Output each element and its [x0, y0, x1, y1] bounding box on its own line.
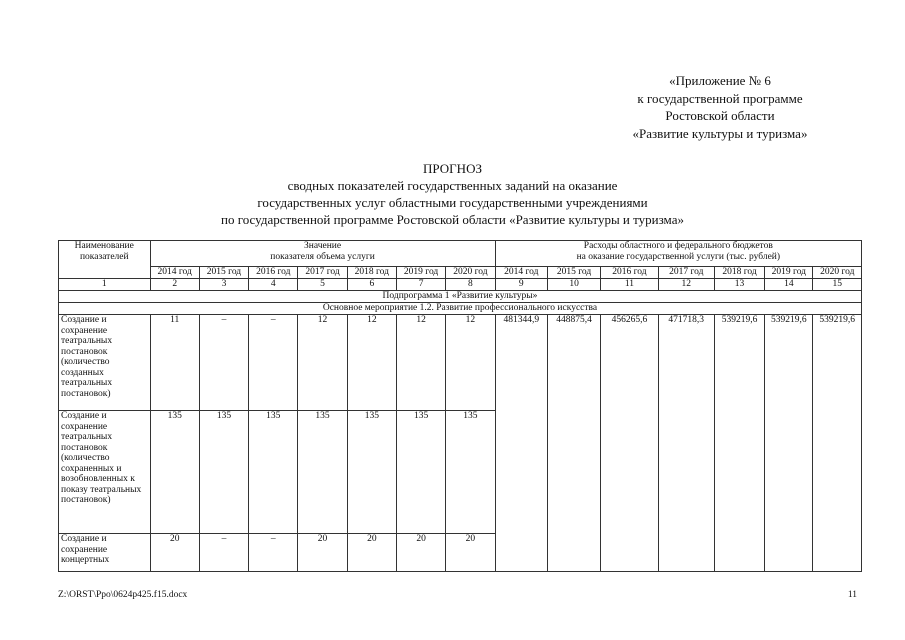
column-number: 6 — [347, 279, 396, 291]
year-header: 2017 год — [658, 267, 714, 279]
value-cell: 11 — [150, 315, 199, 411]
year-header: 2015 год — [199, 267, 248, 279]
expense-header-line-1: Расходы областного и федерального бюджетов — [583, 241, 773, 251]
forecast-table — [58, 240, 862, 572]
value-cell: 12 — [347, 315, 396, 411]
value-cell: 135 — [446, 411, 495, 534]
expense-cell: 539219,6 — [765, 315, 813, 572]
column-number: 15 — [813, 279, 862, 291]
year-header: 2018 год — [347, 267, 396, 279]
value-cell: 20 — [446, 534, 495, 572]
column-number: 9 — [495, 279, 547, 291]
value-cell: 20 — [347, 534, 396, 572]
year-header: 2015 год — [547, 267, 600, 279]
value-cell: 20 — [150, 534, 199, 572]
column-number: 8 — [446, 279, 495, 291]
column-number: 4 — [249, 279, 298, 291]
title-line-3: государственных услуг областными государственными учреждениями — [257, 195, 648, 210]
appendix-header — [590, 72, 850, 142]
file-path: Z:\ORST\Ppo\0624p425.f15.docx — [58, 590, 188, 600]
year-header: 2018 год — [714, 267, 764, 279]
indicator-name: Создание и сохранение театральных постановок (количество сохраненных и возобновленных к показу театральных постановок) — [59, 411, 151, 534]
expense-cell: 539219,6 — [813, 315, 862, 572]
header-row-years — [59, 267, 862, 279]
expense-cell: 539219,6 — [714, 315, 764, 572]
column-number: 3 — [199, 279, 248, 291]
appendix-line-2: к государственной программе — [637, 90, 803, 106]
value-cell: 20 — [298, 534, 347, 572]
title-line-2: сводных показателей государственных заданий на оказание — [287, 178, 618, 193]
appendix-line-3: Ростовской области — [665, 108, 775, 123]
indicator-name: Создание и сохранение театральных постановок (количество созданных театральных постановок) — [59, 315, 151, 411]
year-header: 2019 год — [396, 267, 445, 279]
expense-cell: 481344,9 — [495, 315, 547, 572]
value-cell: – — [249, 315, 298, 411]
main-event-title: Основное мероприятие 1.2. Развитие профессионального искусства — [59, 303, 862, 315]
value-cell: – — [199, 315, 248, 411]
year-header: 2014 год — [150, 267, 199, 279]
page-number: 11 — [847, 590, 857, 600]
title-main: ПРОГНОЗ — [423, 161, 482, 176]
column-number-row — [59, 279, 862, 291]
column-number: 14 — [765, 279, 813, 291]
value-cell: 12 — [446, 315, 495, 411]
value-header-line-2: показателя объема услуги — [270, 251, 375, 262]
column-number: 5 — [298, 279, 347, 291]
main-event-row — [59, 303, 862, 315]
value-cell: 12 — [298, 315, 347, 411]
value-cell: 135 — [396, 411, 445, 534]
value-cell: 135 — [199, 411, 248, 534]
value-cell: 135 — [249, 411, 298, 534]
column-number: 7 — [396, 279, 445, 291]
value-cell: – — [199, 534, 248, 572]
document-title — [0, 160, 905, 228]
value-cell: 20 — [396, 534, 445, 572]
appendix-line-4: «Развитие культуры и туризма» — [632, 125, 808, 141]
name-column-header: Наименование показателей — [59, 241, 151, 279]
expense-cell: 448875,4 — [547, 315, 600, 572]
title-line-4: по государственной программе Ростовской области «Развитие культуры и туризма» — [221, 212, 684, 227]
table-row — [59, 315, 862, 411]
column-number: 2 — [150, 279, 199, 291]
expense-header-line-2: на оказание государственной услуги (тыс. рублей) — [576, 251, 781, 262]
subprogram-row — [59, 291, 862, 303]
value-cell: 12 — [396, 315, 445, 411]
header-row-1 — [59, 241, 862, 267]
column-number: 10 — [547, 279, 600, 291]
year-header: 2016 год — [601, 267, 658, 279]
column-number: 12 — [658, 279, 714, 291]
year-header: 2019 год — [765, 267, 813, 279]
value-cell: 135 — [150, 411, 199, 534]
value-group-header — [150, 241, 495, 267]
column-number: 1 — [59, 279, 151, 291]
indicator-name: Создание и сохранение концертных — [59, 534, 151, 572]
column-number: 11 — [601, 279, 658, 291]
year-header: 2014 год — [495, 267, 547, 279]
expense-cell: 456265,6 — [601, 315, 658, 572]
value-cell: 135 — [298, 411, 347, 534]
year-header: 2017 год — [298, 267, 347, 279]
expense-cell: 471718,3 — [658, 315, 714, 572]
subprogram-title: Подпрограмма 1 «Развитие культуры» — [59, 291, 862, 303]
value-header-line-1: Значение — [304, 241, 342, 251]
year-header: 2020 год — [813, 267, 862, 279]
year-header: 2016 год — [249, 267, 298, 279]
year-header: 2020 год — [446, 267, 495, 279]
appendix-line-1: «Приложение № 6 — [669, 73, 771, 88]
value-cell: 135 — [347, 411, 396, 534]
value-cell: – — [249, 534, 298, 572]
expense-group-header — [495, 241, 861, 267]
column-number: 13 — [714, 279, 764, 291]
